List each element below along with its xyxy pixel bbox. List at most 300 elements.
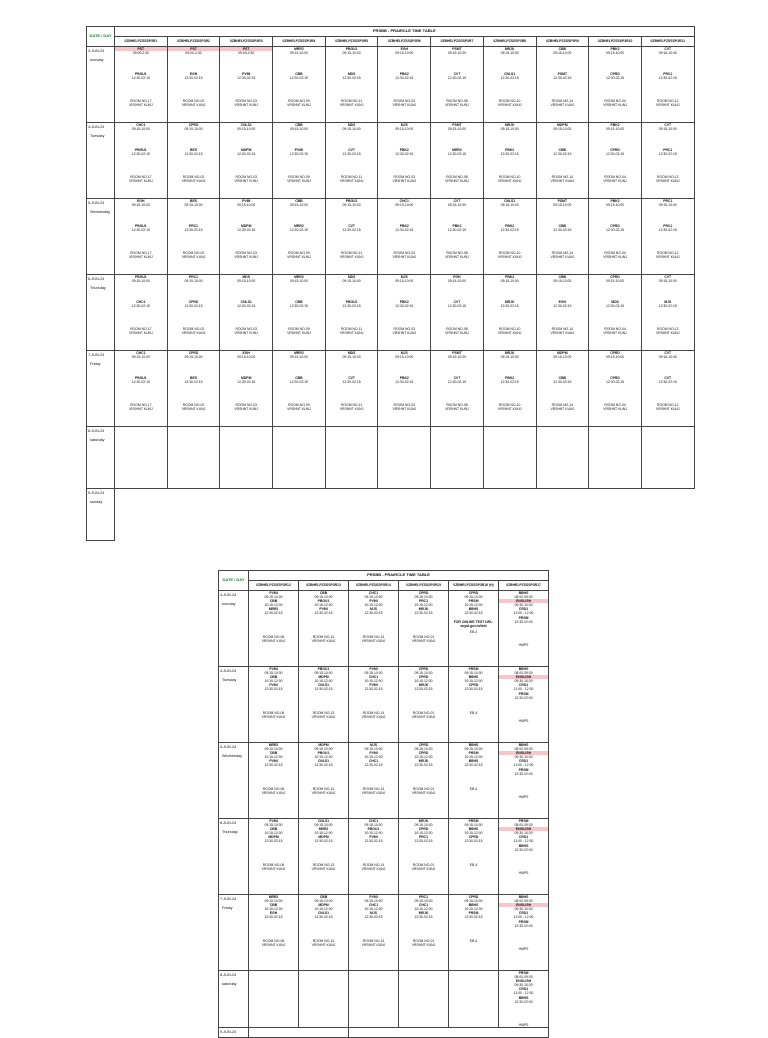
column-header: 0ZBHELPZSSSP3R4 <box>273 37 326 47</box>
subject-code: CBB <box>558 224 567 229</box>
subject-code: CBB <box>319 895 328 899</box>
time-slot: 12:30-02:15 <box>237 76 256 81</box>
timetable-cell <box>589 351 642 427</box>
time-slot: 12:30-02:00 <box>514 999 533 1004</box>
room-location: VRSHNT KUNJ <box>411 942 436 947</box>
time-slot: 12:30-02:15 <box>131 228 150 233</box>
spacer <box>431 207 483 224</box>
room-number: ROOM NO-14 <box>551 251 574 256</box>
empty-cell <box>299 971 349 1028</box>
room-location: VRSHNT KUNJ <box>655 407 680 412</box>
subject-code: PBK2 <box>399 72 409 77</box>
subject-code: CPRD <box>418 743 429 747</box>
spacer <box>431 359 483 376</box>
subject-code: MJS <box>370 911 377 916</box>
subject-code: PST <box>168 47 220 51</box>
subject-code: MDS <box>347 275 356 279</box>
room-number: ROOM NO-12 <box>657 99 679 104</box>
time-slot: 09:30-10:30 <box>514 679 533 684</box>
room-number: ROOM NO-13 <box>312 862 335 867</box>
timetable-cell <box>399 743 449 819</box>
room-number: ROOM NO-08 <box>446 327 468 332</box>
room-number: HMPS <box>518 1022 529 1027</box>
subject-code: PVMI <box>269 667 278 671</box>
timetable-cell <box>115 275 168 351</box>
time-slot: 12:30-02:15 <box>605 380 625 385</box>
spacer <box>168 232 220 249</box>
spacer <box>484 384 536 401</box>
subject-code: PVMI <box>369 683 378 688</box>
subject-code: MRR2 <box>294 351 304 355</box>
subject-code: PRC1 <box>189 224 199 229</box>
timetable-cell <box>641 199 694 275</box>
time-slot: 12:30-02:15 <box>553 380 572 385</box>
spacer <box>589 384 641 401</box>
subject-code: PBK2 <box>452 224 462 229</box>
time-slot: 12:30-02:15 <box>447 380 467 385</box>
time-slot: 12:30-02:15 <box>605 228 625 233</box>
time-slot: 09:15-10:00 <box>289 279 308 284</box>
subject-code: MRJK <box>418 683 429 688</box>
timetable-cell <box>399 895 449 971</box>
subject-code: PVMI <box>242 199 251 203</box>
subject-code: MRR2 <box>268 743 279 747</box>
spacer <box>484 55 536 72</box>
subject-code: CNLS1 <box>317 683 330 688</box>
timetable-cell <box>167 123 220 199</box>
time-slot: 09:15-10:00 <box>658 355 677 360</box>
timetable-cell <box>325 275 378 351</box>
timetable-cell <box>249 895 299 971</box>
room-number: ROOM NO-11 <box>340 175 363 180</box>
subject-code: PRSM <box>468 911 479 916</box>
spacer <box>378 359 430 376</box>
time-slot: 12:30-02:15 <box>314 763 333 768</box>
time-slot: 09:15-10:00 <box>342 51 361 56</box>
spacer <box>220 55 272 72</box>
subject-code: MJS <box>664 300 672 305</box>
time-slot: 09:15-10:00 <box>184 203 203 208</box>
subject-code: MRJK <box>418 819 429 823</box>
time-slot: 12:30-02:15 <box>237 380 256 385</box>
spacer <box>431 283 483 300</box>
spacer <box>273 207 325 224</box>
room-number: ROOM NO-11 <box>340 327 363 332</box>
subject-code: PRC1 <box>663 148 673 153</box>
spacer <box>537 283 589 300</box>
room-number: ROOM NO-04 <box>604 99 626 104</box>
date-text: 8-JUN-24 <box>88 429 105 433</box>
day-row <box>219 1027 549 1037</box>
time-slot: 12:30-02:15 <box>364 763 383 768</box>
spacer <box>537 156 589 173</box>
subject-code: CPRD <box>188 351 199 355</box>
weekday-text: Wednesday <box>90 210 110 214</box>
timetable-cell <box>399 819 449 895</box>
time-slot: 09:15-10:00 <box>500 51 519 56</box>
spacer <box>431 131 483 148</box>
time-slot: 09:15-10:00 <box>447 51 467 56</box>
time-slot: 10:15-12:00 <box>264 831 283 836</box>
column-header: 0ZBHELPZSSSP3R5 <box>325 37 378 47</box>
subject-code: PBK2 <box>505 224 515 229</box>
time-slot: 12:30-02:15 <box>447 152 467 157</box>
time-slot: 12:30-02:15 <box>364 915 383 920</box>
weekday-text: Tuesday <box>90 134 105 138</box>
spacer <box>115 207 167 224</box>
date-text: 6-JUN-24 <box>88 277 105 281</box>
time-slot: 09:15-10:00 <box>464 823 483 828</box>
timetable-cell <box>589 199 642 275</box>
room-number: ROOM NO-17 <box>130 175 152 180</box>
subject-code: MDPM <box>241 376 252 381</box>
time-slot: 09:15-10:00 <box>447 127 467 132</box>
time-slot: 09:15-10:00 <box>658 127 677 132</box>
spacer <box>484 283 536 300</box>
timetable-cell <box>378 199 431 275</box>
timetable-cell <box>220 199 273 275</box>
timetable-cell <box>220 275 273 351</box>
spacer <box>449 692 498 709</box>
subject-code: CVT <box>453 199 461 203</box>
date-text: 7-JUN-24 <box>220 897 237 901</box>
time-slot: 12:30-02:15 <box>605 76 625 81</box>
room-location: VRSHNT KUNJ <box>655 179 680 184</box>
time-slot: 12:30-02:15 <box>237 228 256 233</box>
spacer <box>168 283 220 300</box>
spacer <box>273 80 325 97</box>
timetable-cell <box>325 351 378 427</box>
spacer <box>273 131 325 148</box>
subject-code: ENGLISH <box>499 599 548 603</box>
time-slot: 10:15-12:00 <box>364 755 383 760</box>
subject-code: MJS <box>400 275 408 279</box>
timetable-cell <box>167 351 220 427</box>
spacer <box>168 55 220 72</box>
room-number: ROOM NO-03 <box>393 403 416 408</box>
time-slot: 12:30-02:00 <box>514 923 533 928</box>
spacer <box>378 80 430 97</box>
time-slot: 09:15-10:00 <box>364 595 383 600</box>
spacer <box>168 207 220 224</box>
date-text: 7-JUN-24 <box>88 353 105 357</box>
day-row <box>87 275 695 351</box>
timetable-body <box>219 591 549 1038</box>
subject-code: PRC1 <box>663 199 673 203</box>
subject-code: CBB <box>269 599 278 604</box>
subject-code: CBB <box>558 275 567 279</box>
weekday-text: Tuesday <box>222 678 237 682</box>
spacer <box>168 308 220 325</box>
time-slot: 12:30-02:15 <box>264 915 283 920</box>
time-slot: 12:30-02:15 <box>395 380 414 385</box>
time-slot: 09:15-10:00 <box>364 671 383 676</box>
subject-code: MRR2 <box>268 895 279 899</box>
room-location: VRSHNT KUNJ <box>655 103 680 108</box>
subject-code: MJS <box>370 743 377 747</box>
subject-code: BES <box>190 199 198 203</box>
spacer <box>326 283 378 300</box>
subject-code: CVT <box>664 275 672 279</box>
room-location: VRSHNT KUNJ <box>655 331 680 336</box>
spacer <box>484 232 536 249</box>
room-number: ROOM NO-12 <box>657 327 679 332</box>
subject-code: CPRD <box>610 72 620 77</box>
spacer <box>499 624 548 641</box>
time-slot: 12:30-02:15 <box>553 304 572 309</box>
column-header: 0ZBHELPZSSSP3R11 <box>641 37 694 47</box>
room-location: VRSHNT KUNJ <box>550 103 575 108</box>
timetable-cell <box>483 199 536 275</box>
timetable-cell <box>273 123 326 199</box>
timetable-cell <box>115 123 168 199</box>
time-slot: 09:15-10:00 <box>342 127 361 132</box>
subject-code: EGH <box>558 300 567 305</box>
room-location: VRSHNT KUNJ <box>655 255 680 260</box>
spacer <box>220 308 272 325</box>
date-text: 3-JUN-24 <box>220 593 237 597</box>
room-location: VRSHNT KUNJ <box>411 866 436 871</box>
subject-code: CBB <box>269 675 278 680</box>
room-location: VRSHNT KUNJ <box>234 331 259 336</box>
time-slot: 12:30-02:15 <box>289 304 308 309</box>
spacer <box>499 700 548 717</box>
room-location: VRSHNT KUNJ <box>339 407 364 412</box>
timetable-cell <box>431 47 484 123</box>
spacer <box>299 692 348 709</box>
subject-code: ENGLISH <box>516 979 532 984</box>
subject-code: CNLS1 <box>317 911 330 916</box>
subject-code: PBK2 <box>505 148 515 153</box>
timetable-cell <box>349 743 399 819</box>
subject-code: CBB <box>558 148 567 153</box>
spacer <box>378 283 430 300</box>
spacer <box>589 283 641 300</box>
time-slot: 09:15-10:00 <box>342 203 361 208</box>
time-slot: 09:15-10:00 <box>447 279 467 284</box>
subject-code: PBGU1 <box>135 72 147 77</box>
time-slot: 09:15-10:00 <box>500 203 519 208</box>
room-location: VRSHNT KUNJ <box>287 255 311 260</box>
spacer <box>349 616 398 633</box>
subject-code: MRJK <box>418 607 429 612</box>
timetable-cell <box>378 123 431 199</box>
time-slot: 12:30-02:15 <box>364 687 383 692</box>
online-test-note: FOR ONLINE TEST URL: soyal.gov.in/test <box>453 619 494 628</box>
time-slot: 09:15-10:00 <box>264 747 283 752</box>
room-number: ROOM NO-03 <box>235 251 257 256</box>
spacer <box>220 384 272 401</box>
subject-code: CBB <box>295 72 303 77</box>
subject-code: PVMI <box>369 599 378 604</box>
spacer <box>326 232 378 249</box>
room-location: VRSHNT KUNJ <box>311 714 336 719</box>
spacer <box>537 232 589 249</box>
column-header: 0ZBHELPZSSSP3R17 <box>499 581 549 591</box>
subject-code: CVT <box>453 72 461 77</box>
date-cell <box>87 489 115 541</box>
empty-cell <box>325 427 378 489</box>
spacer <box>642 384 694 401</box>
timetable-cell <box>536 351 589 427</box>
time-slot: 09:15-10:00 <box>289 203 308 208</box>
subject-code: MDPM <box>318 903 329 908</box>
room-number: ROOM NO-13 <box>312 938 335 943</box>
timetable-cell <box>499 971 549 1028</box>
room-number: ROOM NO-01 <box>412 862 435 867</box>
room-location: VRSHNT KUNJ <box>339 103 364 108</box>
timetable-cell <box>167 275 220 351</box>
room-number: HMPS <box>518 946 529 951</box>
time-slot: 09:30-10:30 <box>514 983 533 988</box>
subject-code: MRJK <box>504 300 515 305</box>
time-slot: 10:15-12:00 <box>314 603 333 608</box>
empty-cell <box>378 427 431 489</box>
time-slot: 09:15-10:00 <box>447 355 467 360</box>
weekday-text: saturday <box>222 982 237 986</box>
room-location: VRSHNT KUNJ <box>497 103 522 108</box>
time-slot: 12:30-02:15 <box>414 763 433 768</box>
room-number: ROOM NO-03 <box>393 175 416 180</box>
room-number: ROOM NO-14 <box>551 403 574 408</box>
subject-code: PRSM <box>518 919 529 924</box>
column-header: 0ZBHELPZSSSP3R7 <box>431 37 484 47</box>
room-number: ROOM NO-02 <box>182 99 205 104</box>
subject-code: PVMI <box>319 607 328 612</box>
column-header: 0ZBHELPZSSSP3R9 <box>536 37 589 47</box>
time-slot: 09:15-10:00 <box>237 127 256 132</box>
spacer <box>326 308 378 325</box>
subject-code: PBGU1 <box>135 148 147 153</box>
spacer <box>326 80 378 97</box>
empty-cell <box>249 971 299 1028</box>
subject-code: PBGU1 <box>135 224 147 229</box>
spacer <box>115 232 167 249</box>
time-slot: 11:00 - 12:30 <box>513 991 534 996</box>
date-text: 3-JUN-24 <box>88 49 105 53</box>
subject-code: PVMI <box>242 72 251 77</box>
room-location: VRSHNT KUNJ <box>550 331 575 336</box>
time-slot: 12:30-02:15 <box>553 228 572 233</box>
subject-code: CNLS1 <box>317 819 330 823</box>
time-slot: 09:15-10:00 <box>500 355 519 360</box>
subject-code: CNLS1 <box>240 123 252 127</box>
time-slot: 12:30-02:15 <box>131 380 150 385</box>
room-number: EB-4 <box>469 862 478 867</box>
subject-code: CHC1 <box>368 591 379 595</box>
room-location: VRSHNT KUNJ <box>550 255 575 260</box>
empty-cell <box>167 427 220 489</box>
spacer <box>115 80 167 97</box>
subject-code: CBB <box>558 47 567 51</box>
room-number: ROOM NO-04 <box>604 251 626 256</box>
spacer <box>431 156 483 173</box>
subject-code: BBHS <box>468 743 479 747</box>
subject-code: CVT <box>664 123 672 127</box>
spacer <box>378 131 430 148</box>
empty-cell <box>220 427 273 489</box>
time-slot: 10:15-12:00 <box>264 755 283 760</box>
room-number: ROOM NO-03 <box>393 99 416 104</box>
date-text: 6-JUN-24 <box>220 821 237 825</box>
room-number: ROOM NO-04 <box>604 175 626 180</box>
date-cell <box>219 591 249 667</box>
spacer <box>273 359 325 376</box>
room-number: ROOM NO-14 <box>551 175 574 180</box>
subject-code: PRSM <box>468 599 479 604</box>
room-number: ROOM NO-01 <box>412 634 435 639</box>
time-slot: 12:30-02:15 <box>395 76 414 81</box>
timetable-cell <box>483 123 536 199</box>
room-location: VRSHNT KUNJ <box>287 407 311 412</box>
time-slot: 09:15-10:00 <box>414 823 433 828</box>
room-location: VRSHNT KUNJ <box>497 179 522 184</box>
room-location: VRSHNT KUNJ <box>234 255 259 260</box>
room-number: ROOM NO-14 <box>362 938 385 943</box>
time-slot: 09:15-10:00 <box>447 203 467 208</box>
spacer <box>484 156 536 173</box>
empty-cell <box>431 427 484 489</box>
subject-code: PRSM <box>518 615 529 620</box>
subject-code: MDPM <box>318 835 329 840</box>
time-slot: 12:30-02:15 <box>184 228 203 233</box>
time-slot: 09:15-10:00 <box>414 899 433 904</box>
room-location: VRSHNT KUNJ <box>411 638 436 643</box>
room-number: ROOM NO-09 <box>288 99 310 104</box>
subject-code: CRD1 <box>518 987 529 992</box>
time-slot: 12:30-02:15 <box>500 228 519 233</box>
subject-code: PRSM <box>468 751 479 756</box>
timetable-cell <box>115 199 168 275</box>
date-day-header: DATE / DAY <box>219 571 249 591</box>
room-location: VRSHNT KUNJ <box>261 714 286 719</box>
time-slot: 12:30-02:15 <box>364 839 383 844</box>
time-slot: 09:15-10:00 <box>314 747 333 752</box>
timetable-cell <box>641 47 694 123</box>
subject-code: CVT <box>348 148 355 153</box>
spacer <box>431 55 483 72</box>
timetable-cell <box>536 123 589 199</box>
time-slot: 09:15-10:00 <box>395 127 414 132</box>
subject-code: PBK2 <box>610 123 620 127</box>
room-number: ROOM NO-02 <box>182 327 205 332</box>
time-slot: 12:30-02:15 <box>264 611 283 616</box>
time-slot: 12:30-02:15 <box>342 304 361 309</box>
room-location: VRSHNT KUNJ <box>603 331 627 336</box>
room-location: VRSHNT KUNJ <box>311 866 336 871</box>
room-number: ROOM NO-10 <box>498 327 521 332</box>
spacer <box>449 768 498 785</box>
room-location: VRSHNT KUNJ <box>497 255 522 260</box>
subject-code: MDS <box>242 275 250 279</box>
time-slot: 12:30-02:15 <box>184 152 203 157</box>
column-header: 0ZBHELPZSSSP3R3 <box>220 37 273 47</box>
time-slot: 09:15-10:00 <box>264 899 283 904</box>
room-number: ROOM NO-03 <box>235 403 257 408</box>
spacer <box>431 308 483 325</box>
room-location: VRSHNT KUNJ <box>339 255 364 260</box>
time-slot: 09:15-10:00 <box>237 355 256 360</box>
room-number: ROOM NO-12 <box>657 175 679 180</box>
column-header: 0ZBHELPZSSSP3R2 <box>167 37 220 47</box>
room-location: VRSHNT KUNJ <box>445 407 469 412</box>
subject-code: CPRD <box>188 123 199 127</box>
spacer <box>642 156 694 173</box>
timetable-cell <box>499 667 549 743</box>
spacer <box>349 920 398 937</box>
time-slot: 12:30-02:15 <box>342 228 361 233</box>
subject-code: CHC1 <box>368 819 379 823</box>
